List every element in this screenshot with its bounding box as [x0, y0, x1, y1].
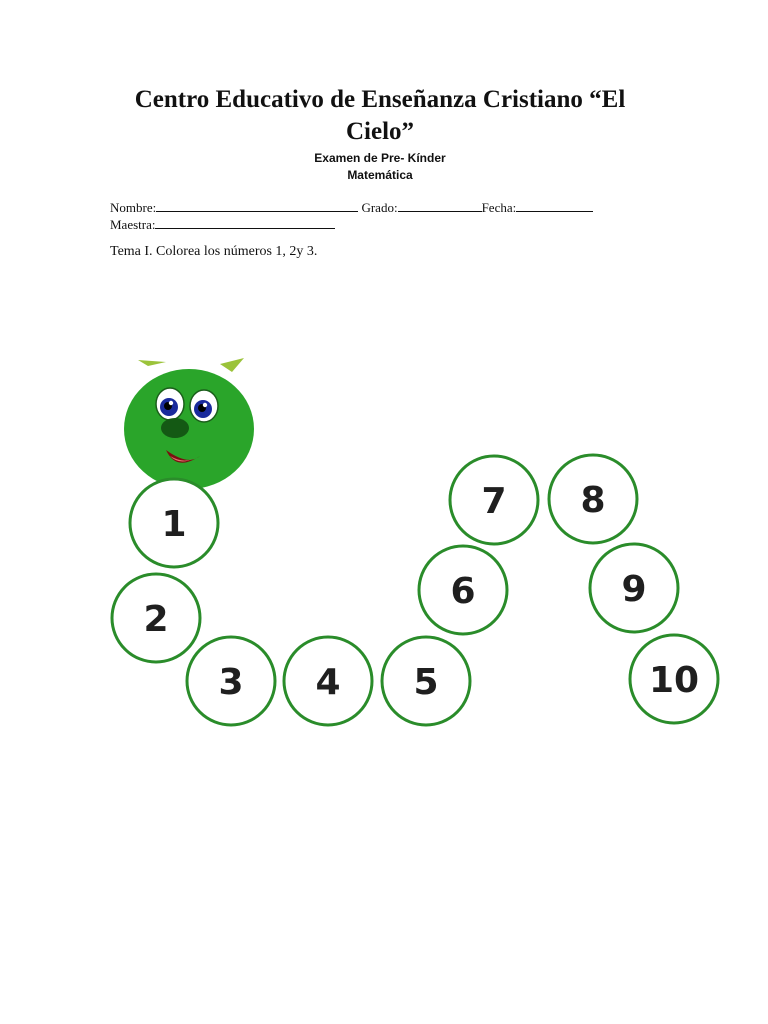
number-circle-6[interactable]: [419, 546, 507, 634]
maestra-blank[interactable]: [155, 216, 335, 229]
grado-blank[interactable]: [398, 199, 482, 212]
number-label: 6: [450, 571, 476, 612]
number-label: 1: [161, 504, 187, 545]
number-circle-8[interactable]: [549, 455, 637, 543]
caterpillar-head: [124, 358, 254, 489]
number-circle-4[interactable]: [284, 637, 372, 725]
fecha-label: Fecha:: [481, 200, 517, 215]
number-circles: [112, 455, 718, 725]
number-circle-10[interactable]: [630, 635, 718, 723]
fecha-blank[interactable]: [516, 199, 593, 212]
grado-label: Grado:: [361, 200, 398, 215]
number-label: 9: [621, 569, 647, 610]
number-circle-5[interactable]: [382, 637, 470, 725]
teacher-info-row: [110, 216, 335, 233]
number-label: 3: [218, 662, 244, 703]
instruction-text: Tema I. Colorea los números 1, 2y 3.: [110, 244, 318, 259]
subject-title: Matemática: [347, 168, 413, 182]
number-circle-9[interactable]: [590, 544, 678, 632]
nombre-label: Nombre:: [110, 200, 157, 215]
number-circle-1[interactable]: [130, 479, 218, 567]
number-label: 10: [648, 660, 700, 701]
school-title: Centro Educativo de Enseñanza Cristiano “El Cielo”: [134, 86, 626, 145]
number-circle-2[interactable]: [112, 574, 200, 662]
student-info-row: [110, 199, 593, 216]
exam-title: Examen de Pre- Kínder: [314, 151, 446, 165]
number-label: 8: [580, 480, 606, 521]
number-label: 7: [481, 481, 507, 522]
number-label: 4: [315, 662, 341, 703]
maestra-label: Maestra:: [110, 217, 156, 232]
caterpillar-illustration: [108, 352, 728, 742]
number-label: 2: [143, 599, 169, 640]
number-circle-3[interactable]: [187, 637, 275, 725]
nombre-blank[interactable]: [156, 199, 358, 212]
number-label: 5: [413, 662, 439, 703]
number-circle-7[interactable]: [450, 456, 538, 544]
